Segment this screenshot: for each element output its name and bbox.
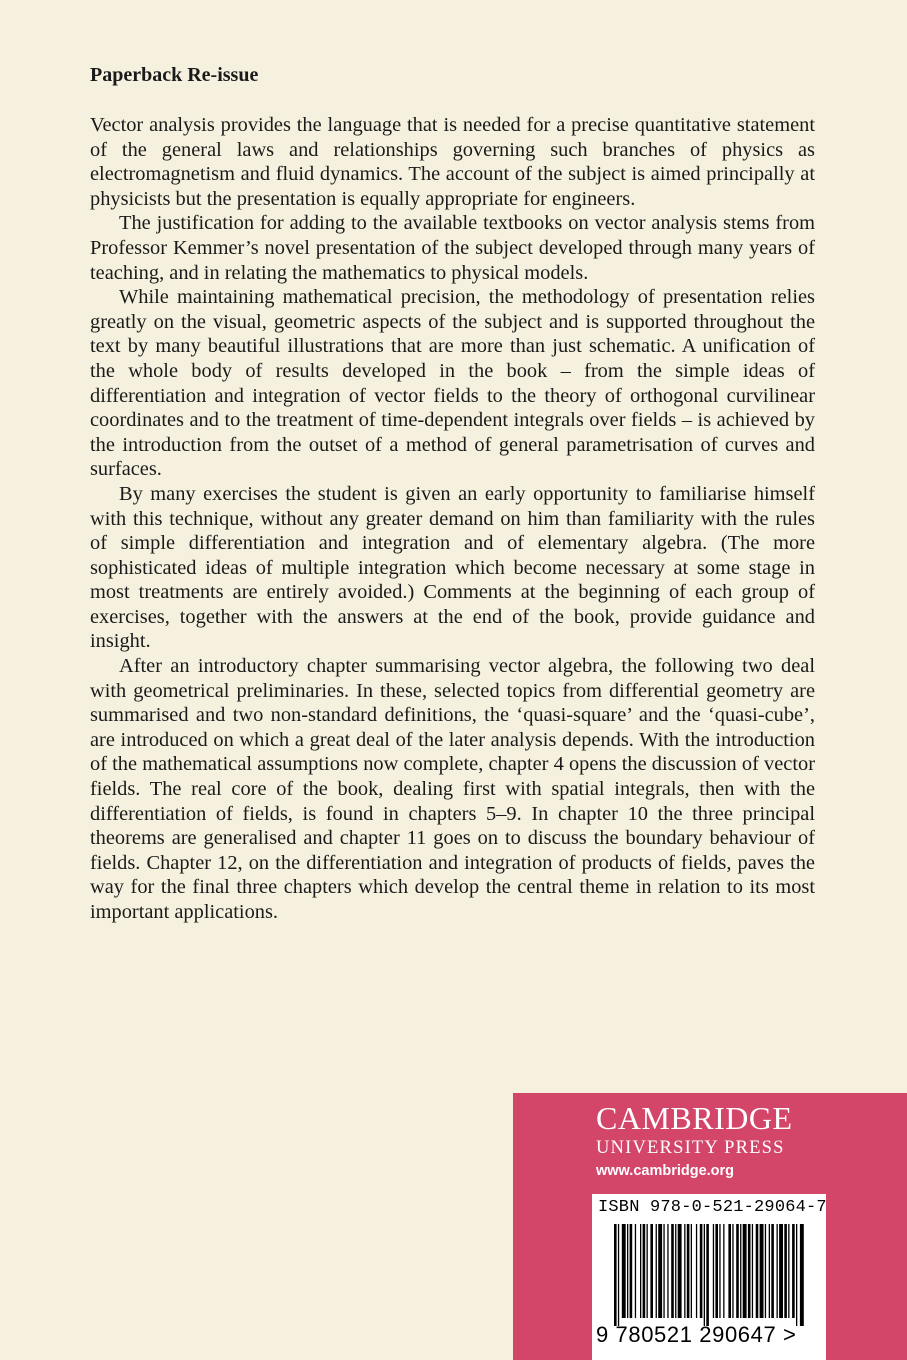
barcode-bar <box>715 1224 718 1318</box>
barcode-bar <box>728 1224 731 1318</box>
barcode-bar <box>696 1224 697 1318</box>
barcode-digits: 9 780521 290647 > <box>596 1322 797 1347</box>
barcode-bar <box>663 1224 664 1318</box>
publisher-subtitle: UNIVERSITY PRESS <box>596 1138 785 1158</box>
cover-heading: Paperback Re-issue <box>90 64 259 86</box>
barcode-bar <box>691 1224 692 1318</box>
barcode-bar <box>792 1224 795 1318</box>
barcode-bar <box>779 1224 783 1318</box>
barcode-bar <box>687 1224 690 1318</box>
barcode-bar <box>678 1224 682 1318</box>
barcode-bar <box>788 1224 789 1318</box>
isbn-label: ISBN 978-0-521-29064-7 <box>598 1198 827 1217</box>
barcode-bar <box>752 1224 753 1318</box>
barcode-bar <box>723 1224 724 1318</box>
publisher-panel <box>513 1093 907 1360</box>
blurb-paragraph-5: After an introductory chapter summarising vector algebra, the following two deal with geometrical preliminaries. In these, selected topics from differential geometry are summarised and two non-standard definitions, the ‘quasi-square’ and the ‘quasi-cube’, are introduced on which a great deal of the later analysis depends. With the introduction of the mathematical assumptions now complete, chapter 4 opens the discussion of vector fields. The real core of the book, dealing first with spatial integrals, then with the differentiation of fields, is found in chapters 5–9. In chapter 10 the three principal theorems are generalised and chapter 11 goes on to discuss the boundary behaviour of fields. Chapter 12, on the differentiation and integration of products of fields, paves the way for the final three chapters which develop the central theme in relation to its most important applications. <box>90 655 815 923</box>
barcode-bar <box>756 1224 759 1318</box>
publisher-name: CAMBRIDGE <box>596 1100 793 1136</box>
barcode-bar <box>671 1224 674 1318</box>
blurb-paragraph-2: The justification for adding to the available textbooks on vector analysis stems from Professor Kemmer’s novel presentation of the subject developed through many years of teaching, and in relating the mathematics to physical models. <box>90 212 815 284</box>
barcode-bar <box>618 1224 619 1326</box>
barcode-bar <box>658 1224 662 1318</box>
barcode-bar <box>640 1224 641 1318</box>
barcode-bar <box>713 1224 714 1318</box>
barcode-bar <box>800 1224 804 1326</box>
barcode-bar <box>743 1224 747 1318</box>
barcode-bar <box>732 1224 733 1318</box>
barcode-bar <box>719 1224 720 1318</box>
barcode-bar <box>635 1224 636 1318</box>
barcode-bar <box>656 1224 657 1318</box>
barcode-bar <box>760 1224 764 1318</box>
publisher-website: www.cambridge.org <box>596 1163 735 1179</box>
barcode-bar <box>784 1224 787 1318</box>
barcode-bar <box>643 1224 646 1318</box>
barcode-bar <box>706 1224 709 1326</box>
barcode-bar <box>704 1224 705 1326</box>
barcode-bar <box>622 1224 626 1318</box>
blurb-paragraph-4: By many exercises the student is given an early opportunity to familiarise himself with this technique, without any greater demand on him than familiarity with the rules of simple differentiation and integration and of elementary algebra. (The more sophisticated ideas of multiple integration which become necessary at some stage in most treatments are entirely avoided.) Comments at the beginning of each group of exercises, together with the answers at the end of the book, provide guidance and insight. <box>90 482 815 653</box>
barcode-bar <box>748 1224 751 1318</box>
barcode-bar <box>796 1224 797 1326</box>
barcode-bar <box>771 1224 774 1318</box>
barcode-bar <box>740 1224 741 1318</box>
barcode-bar <box>614 1224 617 1326</box>
barcode-bar <box>667 1224 668 1318</box>
barcode-bar <box>765 1224 766 1318</box>
barcode-bar <box>627 1224 628 1318</box>
barcode-bar <box>700 1224 703 1318</box>
blurb-text <box>90 113 815 925</box>
barcode-bar <box>647 1224 648 1318</box>
barcode-bar <box>736 1224 739 1318</box>
barcode-bar <box>630 1224 633 1318</box>
barcode <box>592 1194 826 1360</box>
barcode-bar <box>684 1224 685 1318</box>
blurb-paragraph-1: Vector analysis provides the language that is needed for a precise quantitative statement of the general laws and relationships governing such branches of physics as electromagnetism and fluid dynamics. The account of the subject is aimed principally at physicists but the presentation is equally appropriate for engineers. <box>90 114 815 210</box>
barcode-bar <box>777 1224 778 1318</box>
barcode-bar <box>650 1224 653 1318</box>
barcode-bar <box>769 1224 770 1318</box>
barcode-bar <box>675 1224 676 1318</box>
blurb-paragraph-3: While maintaining mathematical precision, the methodology of presentation relies greatly on the visual, geometric aspects of the subject and is supported throughout the text by many beautiful illustrations that are more than just schematic. A unification of the whole body of results developed in the book – from the simple ideas of differentiation and integration of vector fields to the theory of orthogonal curvilinear coordinates and to the treatment of time-dependent integrals over fields – is achieved by the introduction from the outset of a method of general parametrisation of curves and surfaces. <box>90 286 815 481</box>
